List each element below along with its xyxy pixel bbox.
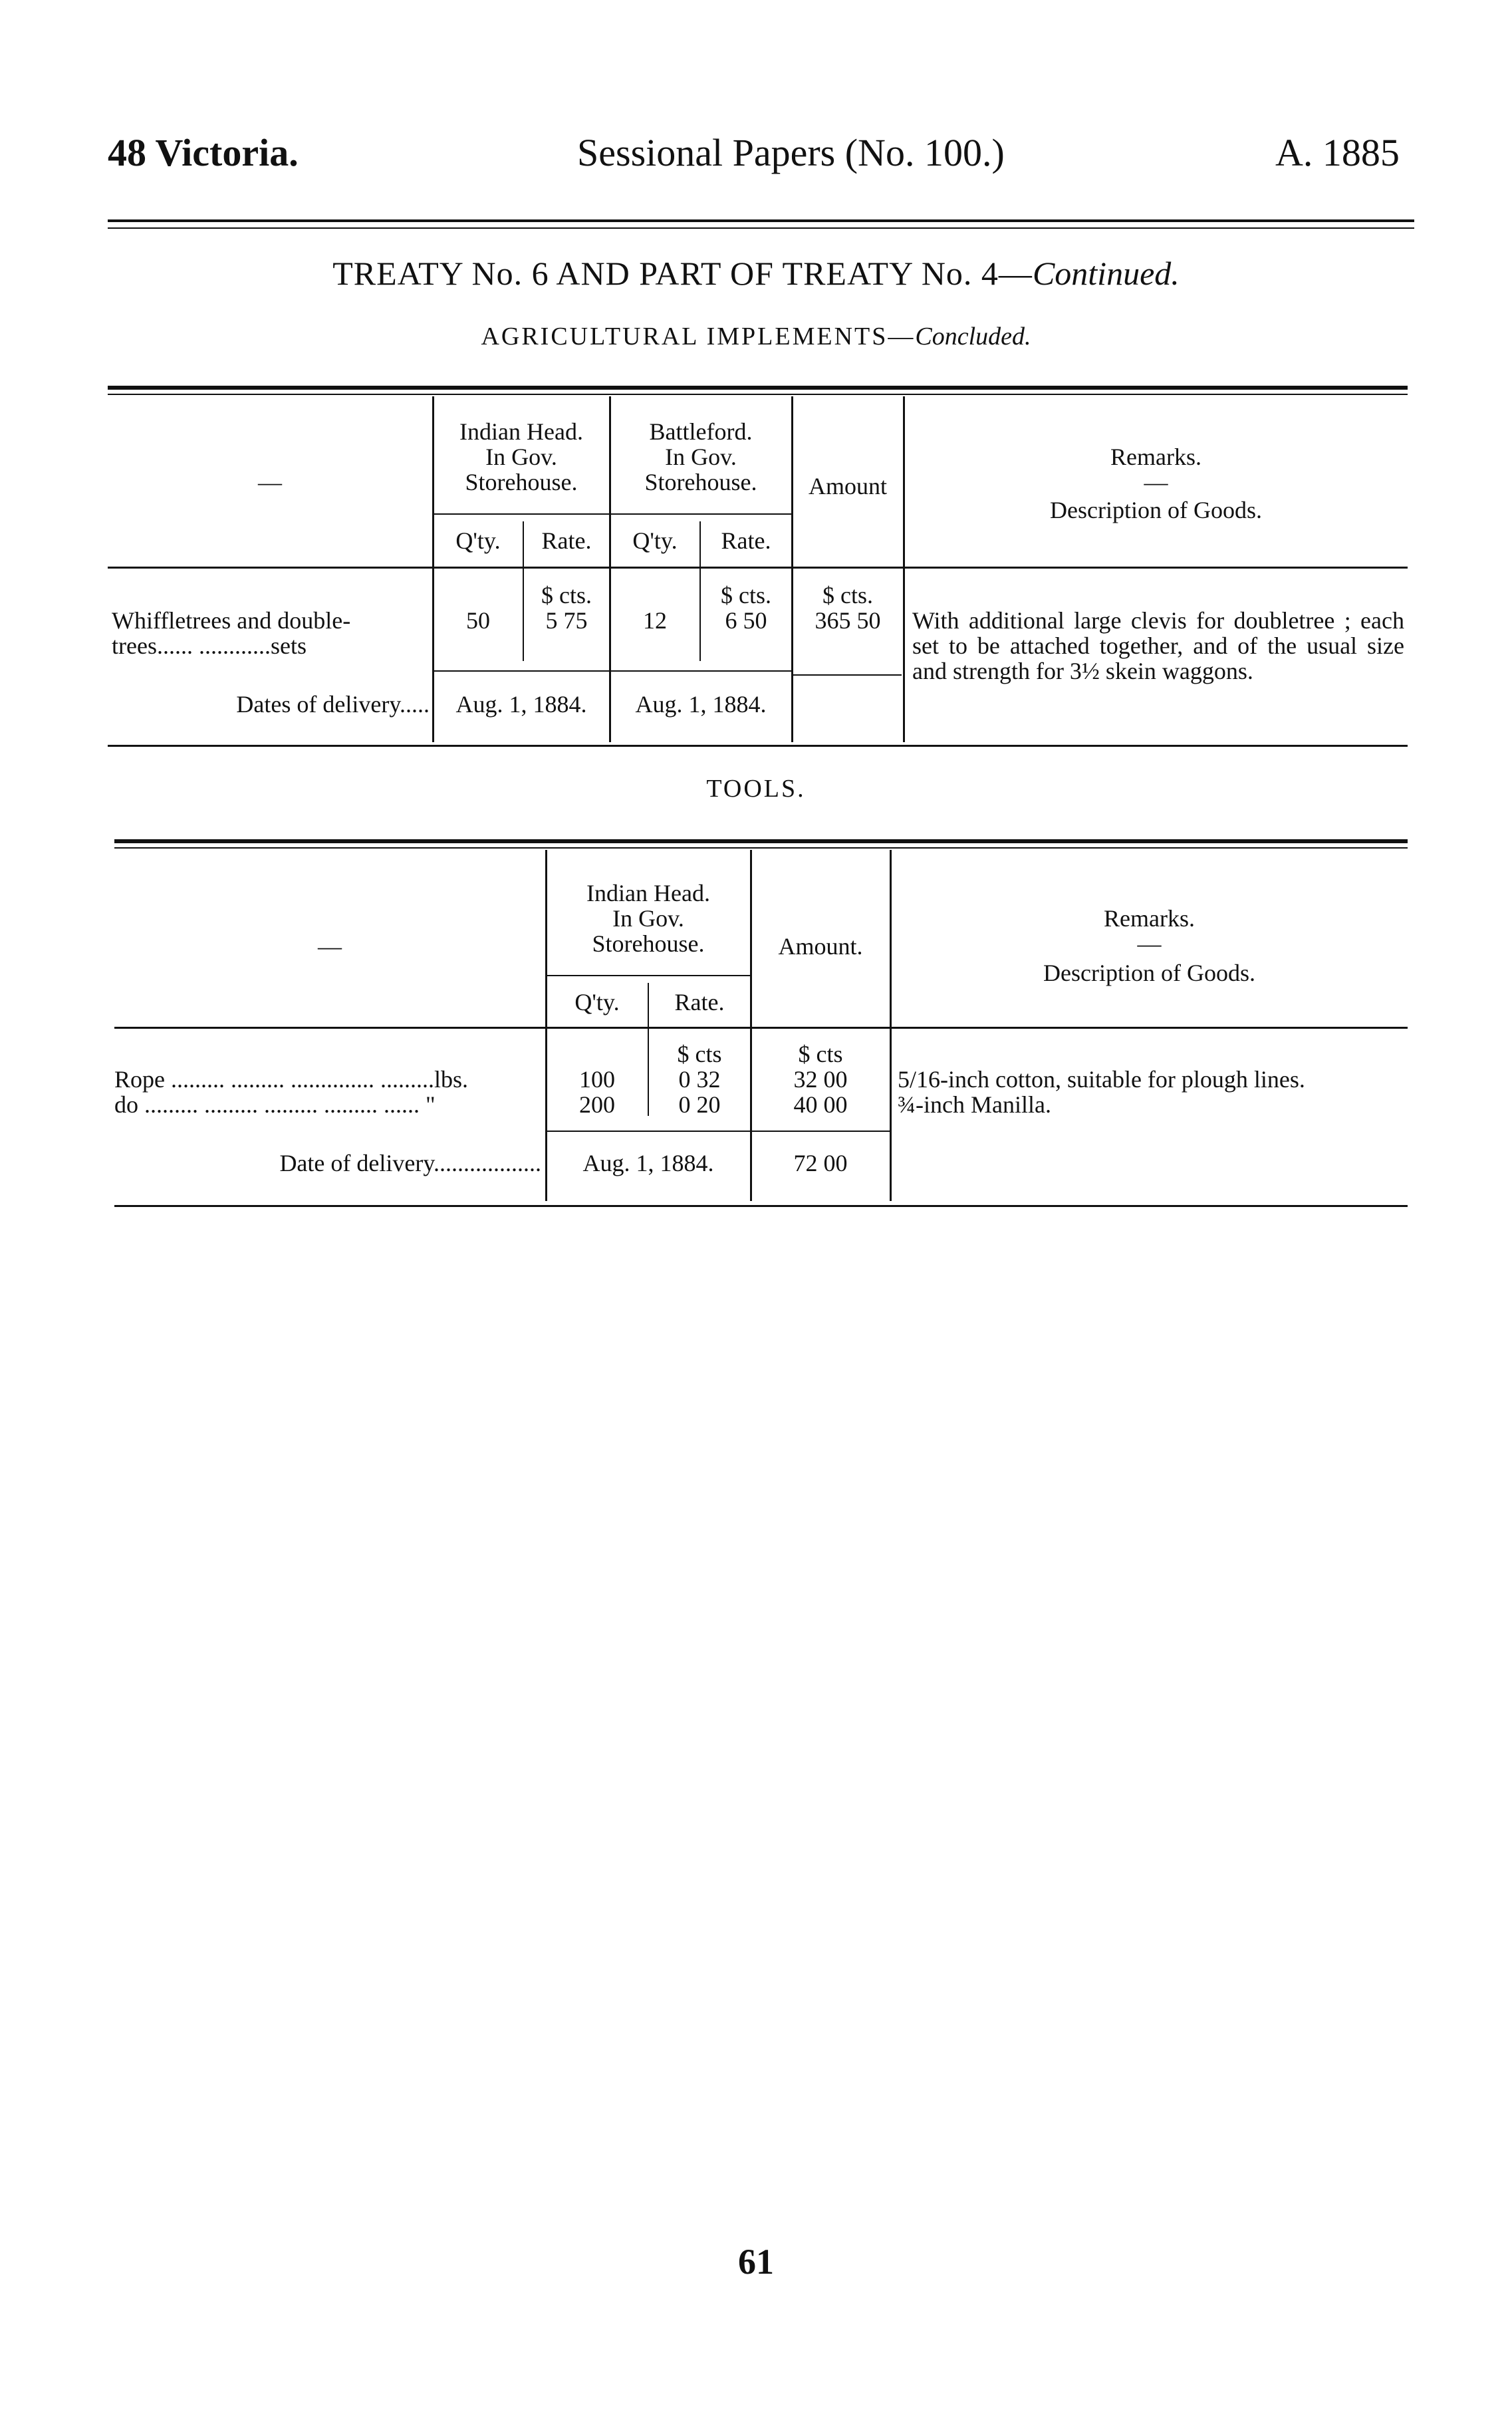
tools-row-1-item: Rope ......... ......... .............. .........lbs. (114, 1066, 469, 1093)
tools-rule-delivery (547, 1131, 890, 1132)
agri-bf-rate: 6 50 (725, 607, 767, 634)
agri-subtitle-main: AGRICULTURAL IMPLEMENTS— (481, 323, 916, 350)
agri-item-line2: trees...... ............sets (112, 632, 307, 659)
tools-heading: TOOLS. (706, 775, 806, 803)
agri-subtitle-concluded: Concluded. (915, 323, 1031, 350)
tools-total: 72 00 (793, 1150, 848, 1176)
tools-row-2-rate: 0 20 (678, 1091, 721, 1118)
agri-remarks: With additional large clevis for doubletree ; each set to be attached together, and of the usual size and strength for 3½ skein waggons. (912, 607, 1404, 684)
tools-row-2-remarks: ¾-inch Manilla. (898, 1091, 1051, 1118)
tools-vline-2 (750, 850, 752, 1201)
agri-ih-rate-head: Rate. (541, 527, 592, 554)
tools-vline-3 (890, 850, 892, 1201)
tools-row-2-item: do ......... ......... ......... ......... ...... " (114, 1091, 436, 1118)
tools-qty-head: Q'ty. (574, 989, 620, 1015)
tools-ih-head-2: In Gov. (612, 905, 684, 932)
tools-delivery-date: Aug. 1, 1884. (582, 1150, 714, 1176)
tools-remarks-head: Remarks. (1104, 905, 1195, 932)
agri-ih-rate-unit: $ cts. (541, 582, 592, 608)
tools-amount-head: Amount. (778, 933, 863, 960)
treaty-title-continued: Continued. (1032, 255, 1180, 292)
tools-rate-head: Rate. (674, 989, 725, 1015)
agri-ih-head-2: In Gov. (485, 444, 557, 470)
tools-rule-bottom (114, 1205, 1408, 1207)
agri-ih-rate: 5 75 (545, 607, 588, 634)
agri-bf-delivery: Aug. 1, 1884. (635, 691, 767, 718)
page-number: 61 (738, 2242, 774, 2282)
tools-ih-head-1: Indian Head. (586, 880, 710, 906)
tools-rule-top (114, 839, 1408, 843)
agri-amount-head: Amount (808, 473, 887, 499)
tools-dash: — (318, 933, 342, 960)
agri-bf-rate-head: Rate. (721, 527, 771, 554)
tools-delivery-label: Date of delivery.................. (279, 1150, 541, 1176)
tools-ih-head-3: Storehouse. (592, 930, 705, 957)
tools-rate-unit: $ cts (677, 1041, 722, 1067)
agri-amount: 365 50 (815, 607, 881, 634)
agri-ih-delivery: Aug. 1, 1884. (455, 691, 587, 718)
agri-ih-qty-head: Q'ty. (455, 527, 501, 554)
tools-row-2-qty: 200 (579, 1091, 615, 1118)
agri-dash: — (258, 469, 282, 495)
agri-remarks-head: Remarks. (1110, 444, 1201, 470)
tools-amount-unit: $ cts (798, 1041, 843, 1067)
agri-ih-head-1: Indian Head. (459, 418, 583, 445)
agri-bf-qty: 12 (643, 607, 667, 634)
agri-item-line1: Whiffletrees and double- (112, 607, 351, 634)
agri-description-head: Description of Goods. (1050, 497, 1262, 523)
agri-bf-head-3: Storehouse. (644, 469, 757, 495)
tools-description-head: Description of Goods. (1043, 960, 1255, 986)
treaty-title-main: TREATY No. 6 AND PART OF TREATY No. 4— (332, 255, 1033, 292)
tools-row-2-amount: 40 00 (793, 1091, 848, 1118)
tools-row-1-qty: 100 (579, 1066, 615, 1093)
agri-bf-head-2: In Gov. (665, 444, 737, 470)
header-volume: 48 Victoria. (108, 131, 299, 174)
header-year: A. 1885 (1275, 131, 1400, 174)
agri-amount-unit: $ cts. (822, 582, 873, 608)
agri-remarks-dash: — (1144, 469, 1168, 495)
agri-bf-head-1: Battleford. (649, 418, 753, 445)
tools-remarks-dash: — (1137, 930, 1162, 957)
tools-rule-sub (547, 975, 750, 976)
tools-rule-head-bottom (114, 1027, 1408, 1029)
tools-row-1-remarks: 5/16-inch cotton, suitable for plough lines. (898, 1066, 1305, 1093)
agri-ih-head-3: Storehouse. (465, 469, 578, 495)
agri-bf-rate-unit: $ cts. (721, 582, 771, 608)
header-title: Sessional Papers (No. 100.) (577, 131, 1005, 174)
tools-row-1-amount: 32 00 (793, 1066, 848, 1093)
tools-row-1-rate: 0 32 (678, 1066, 721, 1093)
tools-rule-top-thin (114, 847, 1408, 849)
agri-delivery-label: Dates of delivery..... (236, 691, 430, 718)
agri-bf-qty-head: Q'ty. (632, 527, 678, 554)
agri-ih-qty: 50 (466, 607, 490, 634)
